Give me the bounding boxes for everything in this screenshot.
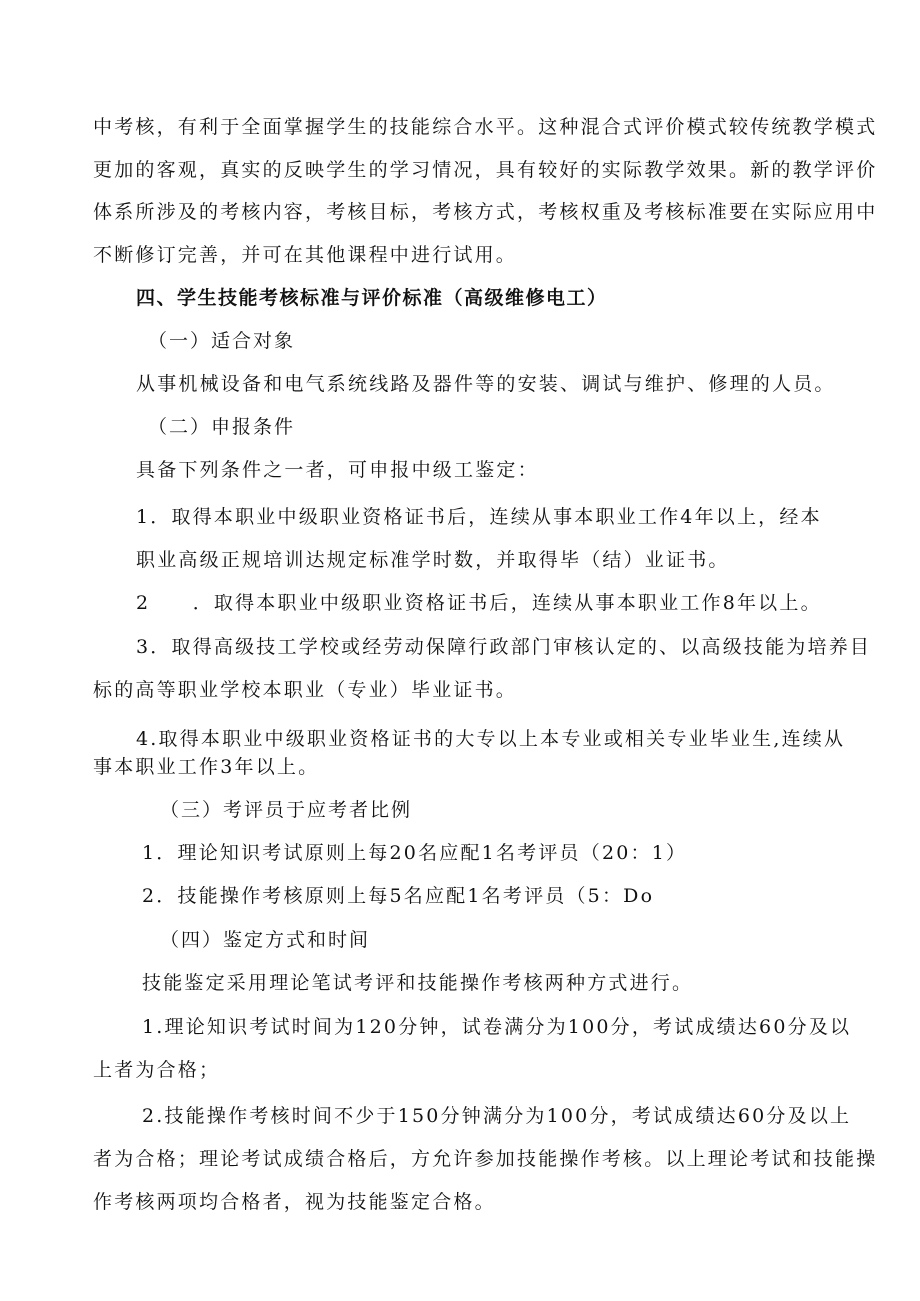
intro-line-3: 体系所涉及的考核内容，考核目标，考核方式，考核权重及考核标准要在实际应用中	[93, 201, 878, 223]
section-heading: 四、学生技能考核标准与评价标准（高级维修电工）	[136, 287, 608, 309]
intro-line-4: 不断修订完善，并可在其他课程中进行试用。	[93, 244, 518, 266]
s4-item2-line1: 2.技能操作考核时间不少于150分钟满分为100分，考试成绩达60分及以上	[142, 1105, 852, 1127]
s2-item4-line2: 事本职业工作3年以上。	[93, 756, 320, 778]
s2-item3-line2: 标的高等职业学校本职业（专业）毕业证书。	[93, 679, 518, 701]
s4-title: （四）鉴定方式和时间	[160, 929, 371, 951]
s3-item2: 2．技能操作考核原则上每5名应配1名考评员（5：Do	[142, 885, 655, 907]
intro-line-2: 更加的客观，真实的反映学生的学习情况，具有较好的实际教学效果。新的教学评价	[93, 159, 878, 181]
s2-item2: 2 ．取得本职业中级职业资格证书后，连续从事本职业工作8年以上。	[136, 592, 822, 614]
s4-intro: 技能鉴定采用理论笔试考评和技能操作考核两种方式进行。	[142, 972, 694, 994]
s4-item2-line3: 作考核两项均合格者，视为技能鉴定合格。	[93, 1191, 496, 1213]
intro-line-1: 中考核，有利于全面掌握学生的技能综合水平。这种混合式评价模式较传统教学模式	[93, 116, 878, 138]
s4-item1-line1: 1.理论知识考试时间为120分钟，试卷满分为100分，考试成绩达60分及以	[142, 1016, 852, 1038]
s4-item1-line2: 上者为合格；	[93, 1059, 221, 1081]
s2-intro: 具备下列条件之一者，可申报中级工鉴定：	[136, 459, 539, 481]
s2-item1-line1: 1．取得本职业中级职业资格证书后，连续从事本职业工作4年以上，经本	[136, 506, 822, 528]
s1-title: （一）适合对象	[148, 330, 296, 352]
s2-title: （二）申报条件	[148, 416, 296, 438]
s2-item3-line1: 3．取得高级技工学校或经劳动保障行政部门审核认定的、以高级技能为培养目	[136, 636, 872, 658]
s3-item1: 1．理论知识考试原则上每20名应配1名考评员（20：1）	[142, 842, 688, 864]
s4-item2-line2: 者为合格；理论考试成绩合格后，方允许参加技能操作考核。以上理论考试和技能操	[93, 1148, 878, 1170]
s2-item4-line1: 4.取得本职业中级职业资格证书的大专以上本专业或相关专业毕业生,连续从	[136, 728, 846, 750]
s3-title: （三）考评员于应考者比例	[160, 799, 413, 821]
s1-text: 从事机械设备和电气系统线路及器件等的安装、调试与维护、修理的人员。	[136, 373, 836, 395]
s2-item1-line2: 职业高级正规培训达规定标准学时数，并取得毕（结）业证书。	[136, 549, 730, 571]
